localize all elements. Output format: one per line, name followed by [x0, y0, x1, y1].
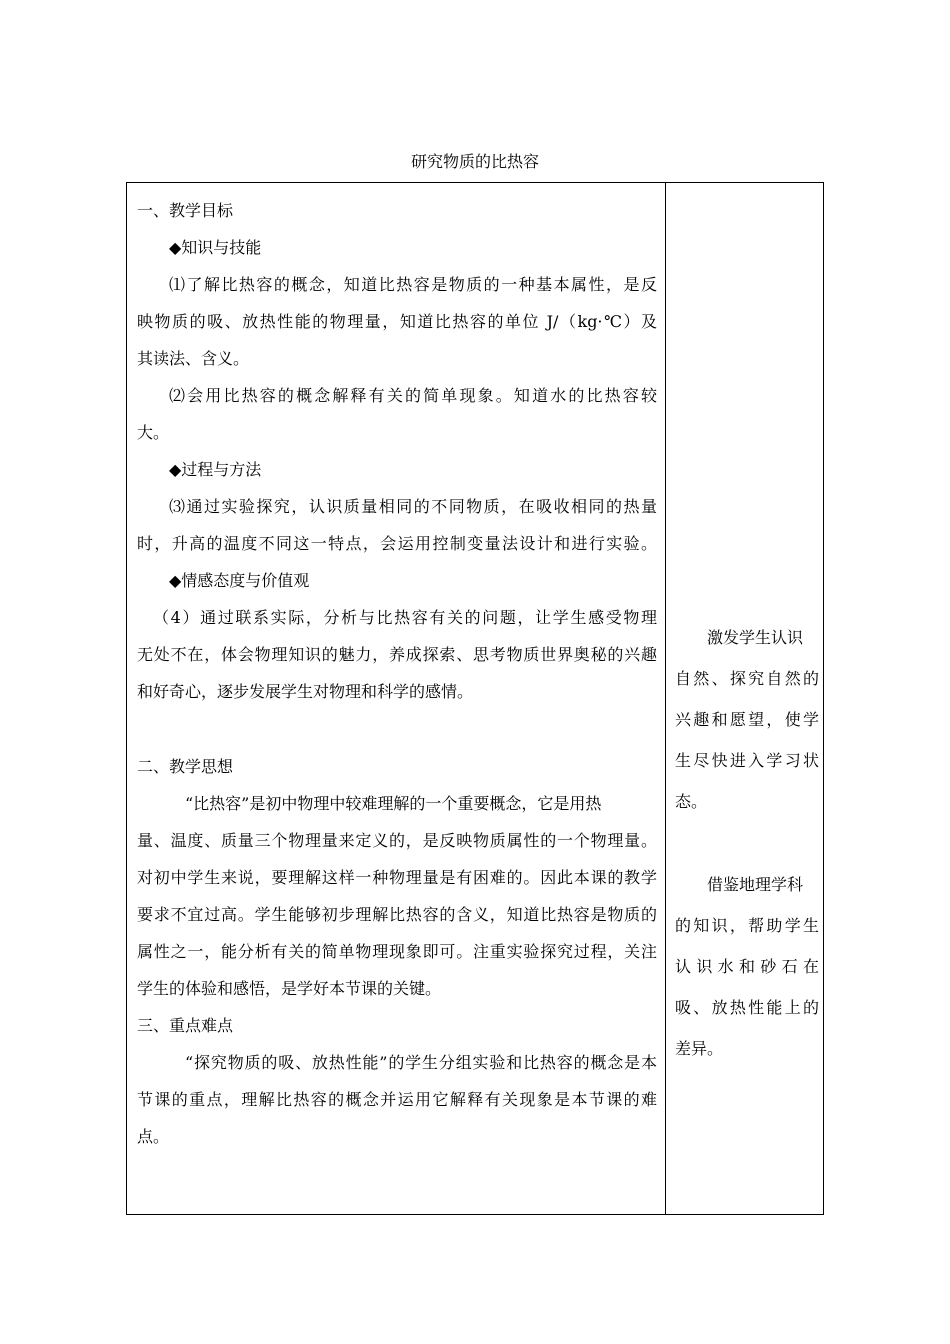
section-heading-objectives: 一、教学目标	[137, 201, 234, 220]
note-1-line-3: 兴趣和愿望，使学	[675, 710, 819, 729]
notes-cell	[675, 617, 819, 1069]
objective-2-line-1: ⑵会用比热容的概念解释有关的简单现象。知道水的比热容较	[169, 386, 657, 405]
lesson-plan-table	[126, 182, 824, 1215]
note-1-line-1: 激发学生认识	[707, 628, 804, 647]
philosophy-line-2: 量、温度、质量三个物理量来定义的，是反映物质属性的一个物理量。	[137, 831, 657, 850]
note-1-line-5: 态。	[675, 792, 708, 811]
subheading-attitudes-values: ◆情感态度与价值观	[169, 571, 310, 590]
objective-3-line-2: 时，升高的温度不同这一特点，会运用控制变量法设计和进行实验。	[137, 534, 657, 553]
objective-1-line-3: 其读法、含义。	[137, 349, 250, 368]
philosophy-line-1: “比热容”是初中物理中较难理解的一个重要概念，它是用热	[185, 794, 602, 813]
section-heading-philosophy: 二、教学思想	[137, 757, 234, 776]
subheading-knowledge-skills: ◆知识与技能	[169, 238, 262, 257]
note-2-line-1: 借鉴地理学科	[707, 875, 804, 894]
note-2-line-2: 的知识，帮助学生	[675, 916, 819, 935]
blank-line	[675, 822, 819, 864]
main-content-cell	[137, 192, 657, 1155]
philosophy-line-6: 学生的体验和感悟，是学好本节课的关键。	[137, 979, 442, 998]
blank-line	[137, 710, 657, 748]
note-1-line-4: 生尽快进入学习状	[675, 751, 819, 770]
objective-4-line-1: （4）通过联系实际，分析与比热容有关的问题，让学生感受物理	[153, 608, 657, 627]
note-2-line-5: 差异。	[675, 1039, 724, 1058]
philosophy-line-4: 要求不宜过高。学生能够初步理解比热容的含义，知道比热容是物质的	[137, 905, 657, 924]
key-points-line-1: “探究物质的吸、放热性能”的学生分组实验和比热容的概念是本	[185, 1053, 657, 1072]
objective-4-line-3: 和好奇心，逐步发展学生对物理和科学的感情。	[137, 682, 474, 701]
key-points-line-2: 节课的重点，理解比热容的概念并运用它解释有关现象是本节课的难	[137, 1090, 657, 1109]
column-divider	[665, 183, 666, 1214]
key-points-line-3: 点。	[137, 1127, 170, 1146]
note-2-line-3: 认识水和砂石在	[675, 957, 819, 976]
philosophy-line-5: 属性之一，能分析有关的简单物理现象即可。注重实验探究过程，关注	[137, 942, 657, 961]
philosophy-line-3: 对初中学生来说，要理解这样一种物理量是有困难的。因此本课的教学	[137, 868, 657, 887]
document-title: 研究物质的比热容	[410, 152, 539, 171]
objective-2-line-2: 大。	[137, 423, 170, 442]
objective-3-line-1: ⑶通过实验探究，认识质量相同的不同物质，在吸收相同的热量	[169, 497, 657, 516]
subheading-process-methods: ◆过程与方法	[169, 460, 262, 479]
objective-1-line-1: ⑴了解比热容的概念，知道比热容是物质的一种基本属性，是反	[169, 275, 657, 294]
section-heading-key-points: 三、重点难点	[137, 1016, 234, 1035]
note-1-line-2: 自然、探究自然的	[675, 669, 819, 688]
note-2-line-4: 吸、放热性能上的	[675, 998, 819, 1017]
objective-4-line-2: 无处不在，体会物理知识的魅力，养成探索、思考物质世界奥秘的兴趣	[137, 645, 657, 664]
objective-1-line-2: 映物质的吸、放热性能的物理量，知道比热容的单位 J/（kg·℃）及	[137, 312, 657, 331]
